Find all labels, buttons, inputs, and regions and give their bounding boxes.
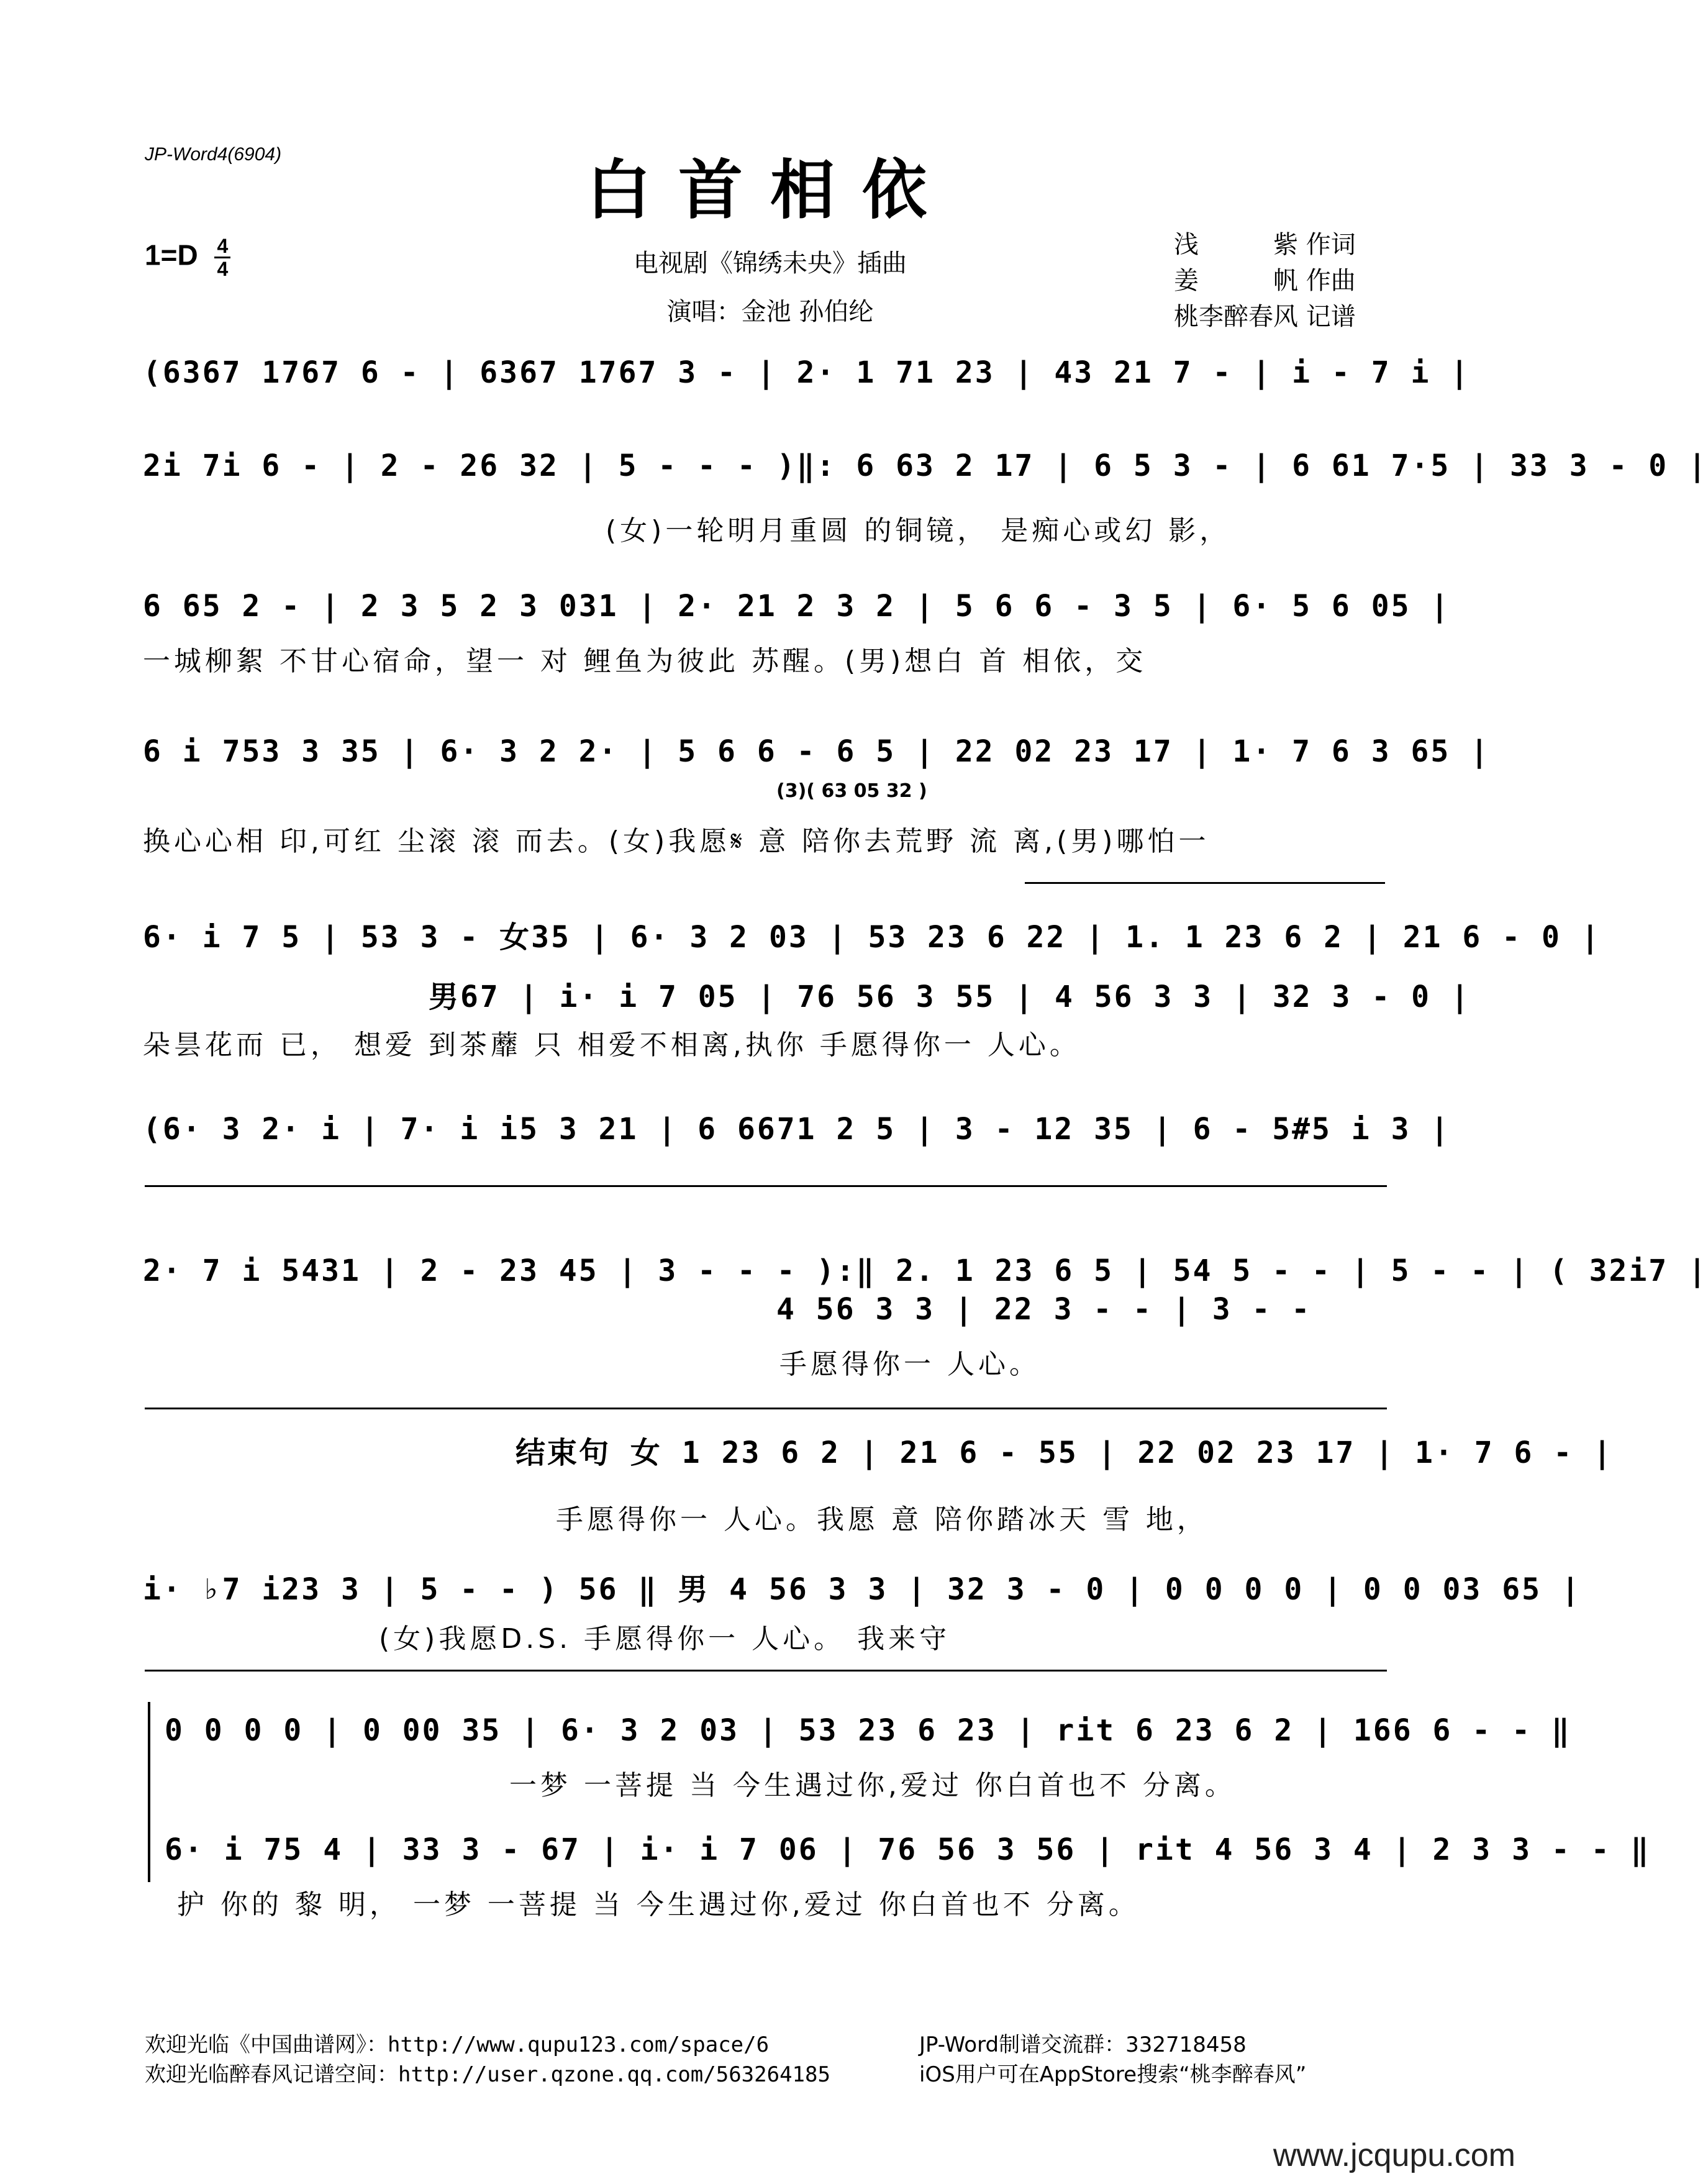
stave-line: 2· 7 i 5431 | 2 - 23 45 | 3 - - - ):‖ 2. 1 23 6 5 | 54 5 - - | 5 - - | ( 32i7 | [143, 1253, 1708, 1288]
key-label: 1=D [145, 239, 198, 271]
transcriber-role: 记谱 [1306, 303, 1356, 331]
stave-line: 0 0 0 0 | 0 00 35 | 6· 3 2 03 | 53 23 6 23 | rit 6 23 6 2 | 166 6 - - ‖ [165, 1713, 1571, 1748]
transcriber-credit [1174, 297, 1356, 332]
time-top: 4 [217, 235, 229, 257]
software-version: JP-Word4(6904) [145, 144, 282, 165]
stave-line: (6· 3 2· i | 7· i i5 3 21 | 6 6671 2 5 | 3 - 12 35 | 6 - 5#5 i 3 | [143, 1112, 1451, 1147]
divider-line [145, 1185, 1387, 1187]
divider-line [145, 1670, 1387, 1672]
lyric-line: 换心心相 印,可红 尘滚 滚 而去。(女)我愿𝄋 意 陪你去荒野 流 离,(男)哪怕一 [143, 826, 1210, 857]
divider-line [145, 1408, 1387, 1409]
lyric-line: (女)一轮明月重圆 的铜镜， 是痴心或幻 影， [606, 515, 1231, 547]
footer-group: JP-Word制谱交流群：332718458 [919, 2032, 1247, 2057]
transcriber-name: 桃李醉春风 [1174, 303, 1298, 331]
harmony-note: (3)( 63 05 32 ) [776, 780, 927, 802]
lyric-line: 手愿得你一 人心。我愿 意 陪你踏冰天 雪 地， [556, 1504, 1208, 1535]
lyric-line: 手愿得你一 人心。 [779, 1349, 1040, 1380]
lyric-line: 朵昙花而 已， 想爱 到茶蘼 只 相爱不相离,执你 手愿得你一 人心。 [143, 1029, 1081, 1061]
footer-link-1[interactable]: 欢迎光临《中国曲谱网》：http://www.qupu123.com/space/6 [145, 2032, 770, 2057]
time-bottom: 4 [217, 258, 229, 280]
stave-line: 结束句 女 1 23 6 2 | 21 6 - 55 | 22 02 23 17 | 1· 7 6 - | [516, 1435, 1614, 1470]
stave-line: 4 56 3 3 | 22 3 - - | 3 - - [776, 1292, 1312, 1327]
song-title: 白首相依 [586, 152, 954, 228]
stave-line: 6· i 75 4 | 33 3 - 67 | i· i 7 06 | 76 56 3 56 | rit 4 56 3 4 | 2 3 3 - - ‖ [165, 1832, 1651, 1867]
footer-link-2[interactable]: 欢迎光临醉春风记谱空间：http://user.qzone.qq.com/563264185 [145, 2062, 830, 2087]
lyric-line: 一城柳絮 不甘心宿命，望一 对 鲤鱼为彼此 苏醒。(男)想白 首 相依，交 [143, 645, 1147, 677]
stave-line: 男67 | i· i 7 05 | 76 56 3 55 | 4 56 3 3 | 32 3 - 0 | [429, 980, 1471, 1014]
composer-name: 姜 帆 [1174, 266, 1298, 295]
system-bracket [148, 1702, 150, 1882]
stave-line: 6 i 753 3 35 | 6· 3 2 2· | 5 6 6 - 6 5 | 22 02 23 17 | 1· 7 6 3 65 | [143, 734, 1491, 769]
singers: 演唱：金池 孙伯纶 [666, 298, 874, 326]
lyricist-credit [1174, 225, 1356, 260]
stave-line: 2i 7i 6 - | 2 - 26 32 | 5 - - - )‖: 6 63 2 17 | 6 5 3 - | 6 61 7·5 | 33 3 - 0 | [143, 448, 1708, 483]
stave-line: (6367 1767 6 - | 6367 1767 3 - | 2· 1 71 23 | 43 21 7 - | i - 7 i | [143, 355, 1471, 390]
lyricist-name: 浅 紫 [1174, 230, 1298, 259]
composer-credit [1174, 261, 1356, 296]
watermark: www.jcqupu.com [1273, 2137, 1515, 2173]
subtitle: 电视剧《锦绣未央》插曲 [634, 249, 907, 278]
lyricist-role: 作词 [1306, 230, 1356, 259]
lyric-line: (女)我愿D.S. 手愿得你一 人心。 我来守 [379, 1623, 951, 1655]
stave-line: 6 65 2 - | 2 3 5 2 3 031 | 2· 21 2 3 2 | 5 6 6 - 3 5 | 6· 5 6 05 | [143, 589, 1451, 624]
lyric-line: 一梦 一菩提 当 今生遇过你,爱过 你白首也不 分离。 [509, 1770, 1236, 1801]
lyric-line: 护 你的 黎 明， 一梦 一菩提 当 今生遇过你,爱过 你白首也不 分离。 [177, 1889, 1140, 1921]
volta-line [1025, 882, 1385, 884]
stave-line: i· ♭7 i23 3 | 5 - - ) 56 ‖ 男 4 56 3 3 | 32 3 - 0 | 0 0 0 0 | 0 0 03 65 | [143, 1572, 1581, 1607]
footer-ios: iOS用户可在AppStore搜索“桃李醉春风” [919, 2062, 1307, 2087]
composer-role: 作曲 [1306, 266, 1356, 295]
stave-line: 6· i 7 5 | 53 3 - 女35 | 6· 3 2 03 | 53 23 6 22 | 1. 1 23 6 2 | 21 6 - 0 | [143, 920, 1601, 955]
